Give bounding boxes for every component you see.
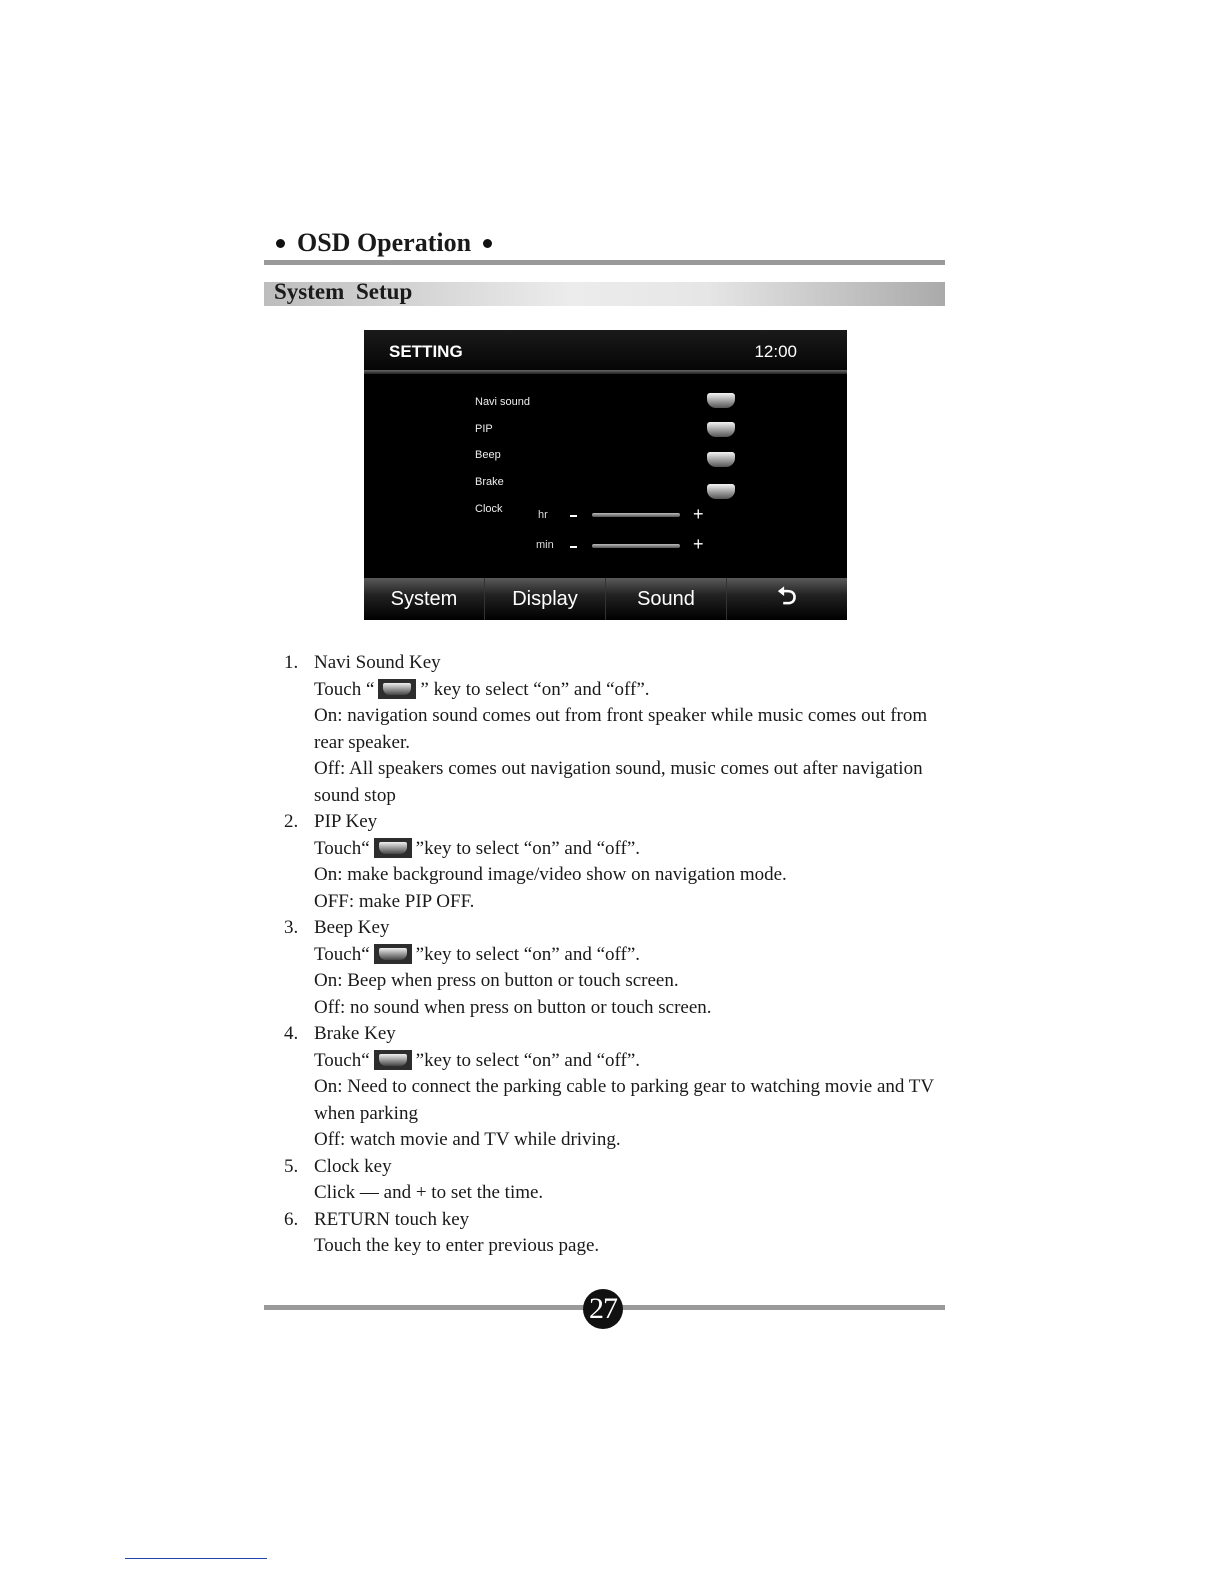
page-number: 27 — [583, 1289, 623, 1329]
brake-label: Brake — [475, 476, 504, 488]
description-line: On: Need to connect the parking cable to parking gear to watching movie and TV when parking — [314, 1076, 934, 1124]
toggle-key-icon — [374, 1050, 412, 1070]
minute-label: min — [536, 539, 554, 551]
touch-text: ”key to select “on” and “off”. — [415, 943, 641, 965]
touch-instruction — [284, 836, 954, 863]
bullet-icon — [276, 239, 285, 248]
section-bar — [264, 279, 945, 306]
item-title: Beep Key — [314, 917, 390, 938]
screen-tab-bar — [364, 578, 847, 620]
minute-minus-button[interactable] — [570, 546, 577, 548]
tab-sound[interactable]: Sound — [606, 578, 727, 620]
tab-system[interactable]: System — [364, 578, 485, 620]
navi-sound-label: Navi sound — [475, 396, 531, 408]
item-heading — [284, 1207, 954, 1234]
item-title: Brake Key — [314, 1023, 396, 1044]
section-title: System Setup — [274, 279, 413, 304]
touch-text: ” key to select “on” and “off”. — [420, 678, 650, 700]
item-heading — [284, 809, 954, 836]
return-icon: ⮌ — [777, 581, 797, 610]
minute-slider[interactable] — [592, 544, 680, 548]
hour-minus-button[interactable] — [570, 515, 577, 517]
touch-instruction — [284, 677, 954, 704]
header-divider — [264, 260, 945, 265]
clock-label: Clock — [475, 503, 503, 515]
header-title: OSD Operation — [297, 228, 472, 257]
bullet-icon — [483, 239, 492, 248]
item-number: 1. — [284, 652, 299, 673]
touch-text: ”key to select “on” and “off”. — [415, 837, 641, 859]
hour-label: hr — [538, 509, 548, 521]
item-number: 5. — [284, 1155, 299, 1177]
touch-instruction — [284, 942, 954, 969]
touch-text: ”key to select “on” and “off”. — [415, 1049, 641, 1071]
screen-divider — [364, 370, 847, 374]
return-button[interactable] — [727, 578, 847, 620]
page-header — [264, 226, 945, 260]
item-heading — [284, 1021, 954, 1048]
minute-plus-button[interactable]: + — [693, 534, 704, 554]
description-line: Touch the key to enter previous page. — [314, 1235, 600, 1256]
item-number: 4. — [284, 1023, 299, 1044]
item-heading — [284, 650, 954, 677]
beep-label: Beep — [475, 449, 501, 461]
item-title: PIP Key — [314, 811, 378, 832]
setting-screen-figure — [364, 330, 847, 620]
pip-label: PIP — [475, 423, 493, 435]
hour-plus-button[interactable]: + — [693, 504, 704, 524]
toggle-key-icon — [374, 944, 412, 964]
pip-toggle[interactable] — [707, 422, 735, 437]
screen-title: SETTING — [389, 342, 463, 361]
item-title: Clock key — [314, 1155, 392, 1177]
toggle-key-icon — [378, 679, 416, 699]
description-line: On: make background image/video show on navigation mode. — [314, 864, 787, 885]
header-title-row — [264, 226, 945, 260]
hour-slider[interactable] — [592, 513, 680, 517]
touch-text: Touch“ — [314, 943, 370, 965]
brake-toggle[interactable] — [707, 484, 735, 499]
item-heading — [284, 1154, 954, 1181]
description-line: Off: All speakers comes out navigation sound, music comes out after navigation sound stop — [314, 758, 923, 806]
toggle-key-icon — [374, 838, 412, 858]
item-heading — [284, 915, 954, 942]
description-line: OFF: make PIP OFF. — [314, 890, 475, 912]
touch-text: Touch“ — [314, 837, 370, 859]
touch-text: Touch“ — [314, 1049, 370, 1071]
item-number: 6. — [284, 1208, 299, 1230]
description-line: On: Beep when press on button or touch screen. — [314, 970, 679, 991]
item-title: Navi Sound Key — [314, 652, 441, 673]
instructions — [284, 650, 954, 1260]
description-line: On: navigation sound comes out from front speaker while music comes out from rear speaker. — [314, 705, 928, 753]
tab-display[interactable]: Display — [485, 578, 606, 620]
touch-text: Touch “ — [314, 678, 375, 700]
item-number: 2. — [284, 811, 299, 832]
screen-header — [364, 330, 847, 372]
beep-toggle[interactable] — [707, 452, 735, 467]
description-line: Click — and + to set the time. — [314, 1182, 544, 1203]
bottom-underline — [125, 1558, 267, 1559]
description-line: Off: watch movie and TV while driving. — [314, 1129, 621, 1150]
item-number: 3. — [284, 917, 299, 938]
screen-clock: 12:00 — [754, 342, 797, 361]
touch-instruction — [284, 1048, 954, 1075]
item-title: RETURN touch key — [314, 1208, 470, 1230]
description-line: Off: no sound when press on button or touch screen. — [314, 996, 712, 1018]
navi-sound-toggle[interactable] — [707, 393, 735, 408]
